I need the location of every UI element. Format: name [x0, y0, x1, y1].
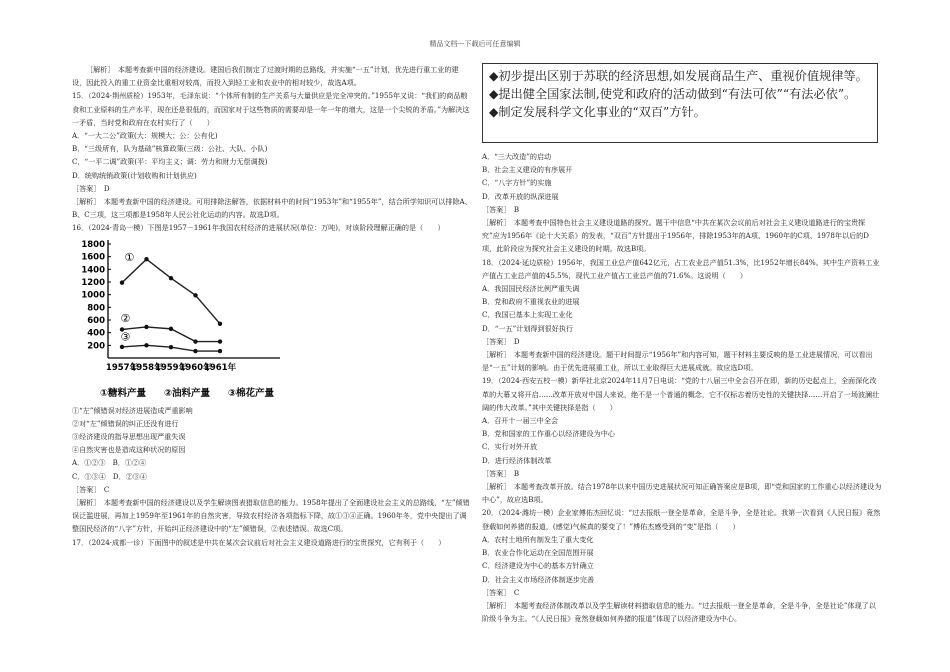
y-tick-label: 600 [87, 315, 105, 326]
series-marker-label: ① [124, 250, 135, 264]
q15-option-c: C．“一平二调”政策(平：平均主义；调：劳力和财力无偿调拨) [72, 157, 268, 167]
data-point [144, 343, 148, 347]
q18-option-d: D．“一五”计划得到很好执行 [482, 323, 573, 333]
q17-stem: 17．（2024·成都一诊）下面图中的叙述是中共在某次会议前后对社会主义建设道路进行的宝贵探究，它有利于（ ） [72, 537, 446, 547]
data-point [218, 339, 222, 343]
q17-option-c: C．“八字方针”的实施 [482, 178, 552, 188]
q20-option-d: D．社会主义市场经济体制逐步完善 [482, 574, 595, 584]
y-tick-label: 200 [87, 340, 105, 351]
q17-figure-box [482, 63, 878, 143]
data-point [169, 276, 173, 280]
q16-analysis: ［解析］ 本题考查新中国的经济建设以及学生解读图表猎取信息的能力。1958年提出了全面建设社会主义的总路线，“左”倾错误泛滥进展，再加上1959年至1961年的自然灾害，导致农村经济各项指标下降，故①③④正确。1960年冬，党中央提出了调整国民经济的“八字”方针，开始纠正经济建设中的“左”倾错误，②表述错误。故选C项。 [72, 498, 470, 534]
q14-analysis: ［解析］ 本题考查新中国的经济建设。建国后我们制定了过渡时期的总路线，并实施“一五”计划，优先进行重工业的建设，因此投入的重工业资金比重相对较高，而投入到轻工业和农业中的相对较少，故选A项。 [72, 65, 459, 88]
data-point [169, 345, 173, 349]
q15-stem: 15．（2024·荆州质检）1953年，毛泽东说：“个体所有制的生产关系与大量供应是完全冲突的。”1955年又说：“我们的商品粮食和工业原料的生产水平，现在还是很低的，而国家对于这些物质的需要却是一年一年的增大，这是一个尖锐的矛盾。”为解决这一矛盾，当时党和政府在农村实行了（ ） [72, 91, 470, 127]
data-point [193, 348, 197, 352]
q19-option-d: D．进行经济体制改革 [482, 455, 552, 465]
q17-option-b: B．社会主义建设的有序展开 [482, 165, 573, 175]
data-point [169, 326, 173, 330]
y-tick-label: 1600 [81, 252, 105, 263]
left-column [72, 63, 472, 549]
q19-option-c: C．实行对外开放 [482, 442, 538, 452]
page-header: 精品文档---下载后可任意编辑 [429, 40, 521, 48]
x-tick-label: 1959年 [154, 362, 188, 373]
series-marker-label: ③ [120, 329, 131, 343]
q18-analysis: ［解析］ 本题考查新中国的经济建设。题干时间提示“1956年”和内容可知，题干材料主要反映的是工业进展情况，可以看出是“一五”计划的影响。由于优先进展重工业，所以工业取得巨大进展成就。故应选D项。 [482, 350, 873, 373]
q20-answer: ［答案］ C [482, 587, 520, 597]
q15-answer: ［答案］ D [72, 183, 110, 193]
q17-option-a: A．“三大改造”的启动 [482, 152, 552, 161]
q18-option-b: B．党和政府不重视农业的进展 [482, 297, 580, 307]
legend-entry: ②油料产量 [164, 387, 211, 399]
q19-option-b: B．党和国家的工作重心以经济建设为中心 [482, 429, 615, 439]
q16-item-2: ②对“左”倾错误的纠正还没有进行 [72, 418, 179, 428]
q20-option-c: C．经济建设为中心的基本方针确立 [482, 561, 594, 571]
q16-item-1: ①“左”倾错误对经济进展造成严重影响 [72, 405, 193, 415]
data-point [144, 257, 148, 261]
data-point [218, 348, 222, 352]
q17-answer: ［答案］ B [482, 204, 520, 214]
data-point [193, 293, 197, 297]
data-point [144, 324, 148, 328]
q15-option-b: B．“三级所有，队为基础”核算政策(三级：公社、大队、小队) [72, 144, 268, 154]
q19-analysis: ［解析］ 本题考查改革开放。结合1978年以来中国历史进展状况可知正确答案应是B项，即“党和国家的工作重心以经济建设为中心”，故应选B项。 [482, 482, 882, 505]
q16-answer: ［答案］ C [72, 484, 110, 494]
q19-option-a: A．召开十一届三中全会 [482, 416, 559, 426]
data-point [120, 280, 124, 284]
q20-option-a: A．农村土地所有制发生了重大变化 [482, 534, 594, 544]
q18-answer: ［答案］ D [482, 336, 520, 346]
q18-option-a: A．我国国民经济比例严重失调 [482, 284, 580, 294]
y-tick-label: 400 [87, 328, 105, 339]
y-tick-label: 1800 [81, 239, 105, 250]
box-line-2: ◆提出健全国家法制,使党和政府的活动做到“有法可依”“有法必依”。 [489, 87, 857, 101]
y-tick-label: 800 [87, 302, 105, 313]
q16-options-cd: C．①③④ D．②③④ [72, 471, 147, 481]
legend-entry: ③棉花产量 [228, 387, 275, 399]
q20-option-b: B．农业合作化运动在全国范围开展 [482, 548, 594, 558]
y-tick-label: 1400 [81, 264, 105, 275]
data-point [193, 339, 197, 343]
q15-analysis: ［解析］ 本题考查新中国的经济建设。可用排除法解答，依据材料中的时间“1953年”和“1955年”，结合所学知识可以排除A、B、C三项，这三项都是1958年人民公社化运动的内容。故选D项。 [72, 197, 472, 220]
data-point [218, 321, 222, 325]
box-line-1: ◆初步提出区别于苏联的经济思想,如发展商品生产、重视价值规律等。 [489, 69, 868, 83]
q18-option-c: C．我国已基本上实现工业化 [482, 310, 573, 320]
q17-analysis: ［解析］ 本题考查中国特色社会主义建设道路的探究。题干中信息“中共在某次会议前后对社会主义建设道路进行的宝贵探究”应为1956年《论十大关系》的发表，“双百”方针提出于1956年，排除1953年的A项、1960年的C项、1978年以后的D项，此阶段应为探究社会主义建设的时期。故选B项。 [482, 218, 869, 254]
x-tick-label: 1960年 [179, 362, 212, 373]
data-point [120, 344, 124, 348]
y-tick-label: 1000 [81, 290, 105, 301]
q15-option-d: D．统购统销政策(计划收购和计划供应) [72, 170, 197, 180]
y-tick-label: 1200 [81, 277, 105, 288]
x-tick-label: 1957年 [105, 362, 139, 373]
q19-answer: ［答案］ B [482, 468, 520, 478]
chart-svg [72, 236, 292, 404]
q16-item-4: ④自然灾害也是造成这种状况的原因 [72, 445, 186, 455]
q16-options-ab: A．①②③ B．①②④ [72, 458, 147, 468]
q17-option-d: D．改革开放的纵深进展 [482, 191, 559, 201]
legend-entry: ①糖料产量 [100, 387, 147, 399]
q19-stem: 19．（2024·西安五校一模）新华社北京2024年11月7日电说：“党的十八届三中全会召开在即，新的历史起点上，全面深化改革的大幕又将开启……改革开放对中国人来说，绝不是一个普通的概念，它不仅标志着历史性的关键抉择……开启了一场波澜壮阔的伟大改革。”其中关键抉择是指（ ） [482, 376, 880, 412]
q20-analysis: ［解析］ 本题考查经济体制改革以及学生解读材料猎取信息的能力。“过去报纸一登全是革命，全是斗争，全是社论”体现了以阶级斗争为主。“《人民日报》竟然登载如何养猪的报道”体现了以经济建设为中心。 [482, 600, 876, 624]
q15-option-a: A．“一大二公”政策(大：规模大；公：公有化) [72, 131, 218, 141]
q16-stem: 16．（2024·青岛一模）下图是1957－1961年我国农村经济的进展状况(单位：万吨)，对该阶段理解正确的是（ ） [72, 223, 445, 233]
series-line [122, 259, 220, 324]
q16-item-3: ③经济建设的指导思想出现严重失误 [72, 432, 186, 442]
x-tick-label: 1961年 [203, 362, 237, 373]
right-column [482, 150, 882, 625]
series-marker-label: ② [120, 311, 131, 325]
q18-stem: 18．（2024·延边质检）1956年，我国工业总产值642亿元，占工农业总产值51.3%，比1952年增长84%。其中生产资料工业产值占工业总产值的45.5%，现代工业产值占工业总产值的71.6%。这说明（ ） [482, 257, 880, 280]
farm-output-chart [72, 236, 472, 404]
x-tick-label: 1958年 [130, 362, 163, 373]
q20-stem: 20．（2024·潍坊一模）企业家傅佑杰回忆说：“过去报纸一登全是革命，全是斗争，全是社论。我第一次看到《人民日报》竟然登载如何养猪的报道，(感觉)气候真的要变了！”傅佑杰感受到的“变”是指（ ） [482, 508, 881, 531]
box-line-3: ◆制定发展科学文化事业的“双百”方针。 [489, 105, 706, 119]
